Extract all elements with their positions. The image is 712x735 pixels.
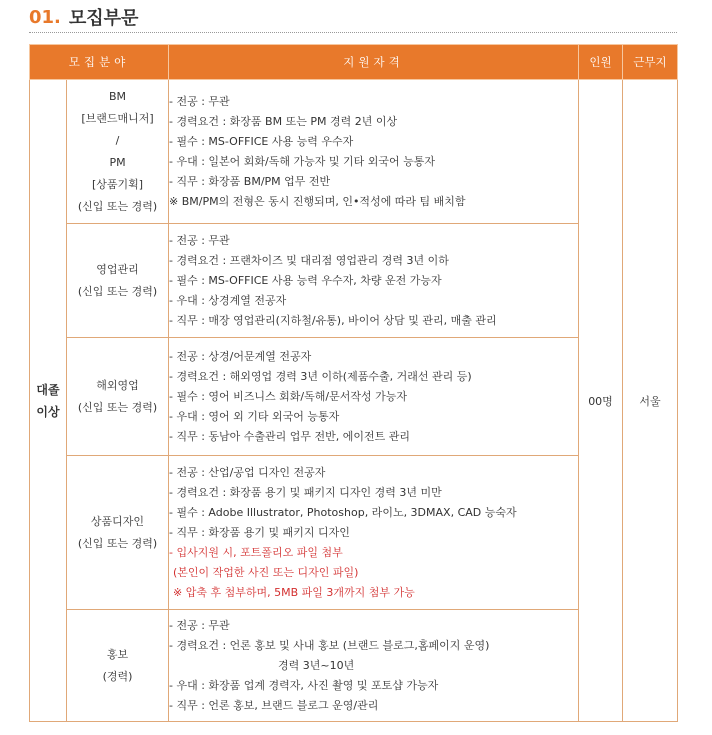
category-line: [브랜드매니저] <box>81 111 154 125</box>
dotted-divider <box>29 32 677 33</box>
qualification-line: - 전공 : 산업/공업 디자인 전공자 <box>169 465 326 479</box>
qualification-line: - 경력요건 : 해외영업 경력 3년 이하(제품수출, 거래선 관리 등) <box>169 369 472 383</box>
header-field: 모집분야 <box>30 45 169 80</box>
category-cell <box>67 224 169 338</box>
category-cell <box>67 456 169 610</box>
category-line: BM <box>108 89 127 103</box>
category-line: [상품기획] <box>91 177 144 191</box>
qualification-line: - 필수 : Adobe Illustrator, Photoshop, 라이노, 3DMAX, CAD 능숙자 <box>169 505 517 519</box>
qualification-line: - 우대 : 화장품 업계 경력자, 사진 촬영 및 포토샵 가능자 <box>169 678 439 692</box>
section-title <box>29 4 138 30</box>
category-cell <box>67 338 169 456</box>
category-line: 상품디자인 <box>90 514 145 528</box>
qualification-line: - 입사지원 시, 포트폴리오 파일 첨부 <box>169 545 343 559</box>
qualification-line: - 필수 : MS-OFFICE 사용 능력 우수자 <box>169 134 354 148</box>
qualification-line: - 우대 : 영어 외 기타 외국어 능통자 <box>169 409 340 423</box>
location-cell: 서울 <box>623 80 678 722</box>
qualification-line: ※ 압축 후 첨부하며, 5MB 파일 3개까지 첨부 가능 <box>173 585 415 599</box>
qualification-line: - 전공 : 상경/어문계열 전공자 <box>169 349 312 363</box>
qualification-line: - 직무 : 언론 홍보, 브랜드 블로그 운영/관리 <box>169 698 379 712</box>
qualification-cell <box>169 610 579 722</box>
category-line: (신입 또는 경력) <box>77 400 158 414</box>
qualification-line: - 직무 : 화장품 BM/PM 업무 전반 <box>169 174 331 188</box>
category-line: (신입 또는 경력) <box>77 199 158 213</box>
category-line: 홍보 <box>106 647 129 661</box>
qualification-line: (본인이 작업한 사진 또는 디자인 파일) <box>173 565 359 579</box>
category-line: 해외영업 <box>96 378 139 392</box>
qualification-line: - 직무 : 동남아 수출관리 업무 전반, 에이전트 관리 <box>169 429 411 443</box>
qualification-line: - 필수 : 영어 비즈니스 회화/독해/문서작성 가능자 <box>169 389 407 403</box>
qualification-line: - 전공 : 무관 <box>169 618 230 632</box>
qualification-line: - 경력요건 : 언론 홍보 및 사내 홍보 (브랜드 블로그,홈페이지 운영) <box>169 638 490 652</box>
qualification-line: - 우대 : 일본어 회화/독해 가능자 및 기타 외국어 능통자 <box>169 154 435 168</box>
header-headcount: 인원 <box>579 45 623 80</box>
table-header-row <box>30 45 678 80</box>
qualification-line: - 필수 : MS-OFFICE 사용 능력 우수자, 차량 운전 가능자 <box>169 273 442 287</box>
recruitment-table <box>29 44 678 722</box>
qualification-cell <box>169 338 579 456</box>
qualification-cell <box>169 80 579 224</box>
headcount-cell: 00명 <box>579 80 623 722</box>
education-cell <box>30 80 67 722</box>
qualification-line: - 경력요건 : 프랜차이즈 및 대리점 영업관리 경력 3년 이하 <box>169 253 449 267</box>
qualification-line: ※ BM/PM의 전형은 동시 진행되며, 인•적성에 따라 팀 배치함 <box>169 194 466 208</box>
category-cell <box>67 610 169 722</box>
qualification-line: - 전공 : 무관 <box>169 94 230 108</box>
category-line: (경력) <box>102 669 133 683</box>
category-line: (신입 또는 경력) <box>77 536 158 550</box>
qualification-line: - 경력요건 : 화장품 BM 또는 PM 경력 2년 이상 <box>169 114 398 128</box>
qualification-line: - 경력요건 : 화장품 용기 및 패키지 디자인 경력 3년 미만 <box>169 485 442 499</box>
qualification-line: - 직무 : 화장품 용기 및 패키지 디자인 <box>169 525 350 539</box>
qualification-line: - 직무 : 매장 영업관리(지하철/유통), 바이어 상담 및 관리, 매출 관리 <box>169 313 497 327</box>
qualification-line: - 전공 : 무관 <box>169 233 230 247</box>
qualification-line: - 우대 : 상경계열 전공자 <box>169 293 287 307</box>
table-row <box>30 80 678 224</box>
category-cell <box>67 80 169 224</box>
qualification-cell <box>169 456 579 610</box>
qualification-cell <box>169 224 579 338</box>
category-line: / <box>115 133 120 147</box>
header-location: 근무지 <box>623 45 678 80</box>
qualification-line: 경력 3년~10년 <box>278 658 355 672</box>
education-line: 대졸 <box>36 382 60 397</box>
section-title-text: 모집부문 <box>68 8 139 29</box>
category-line: PM <box>109 155 126 169</box>
category-line: 영업관리 <box>96 262 139 276</box>
header-qualification: 지원자격 <box>169 45 579 80</box>
section-number: 01. <box>29 6 61 28</box>
education-line: 이상 <box>36 404 60 419</box>
category-line: (신입 또는 경력) <box>77 284 158 298</box>
